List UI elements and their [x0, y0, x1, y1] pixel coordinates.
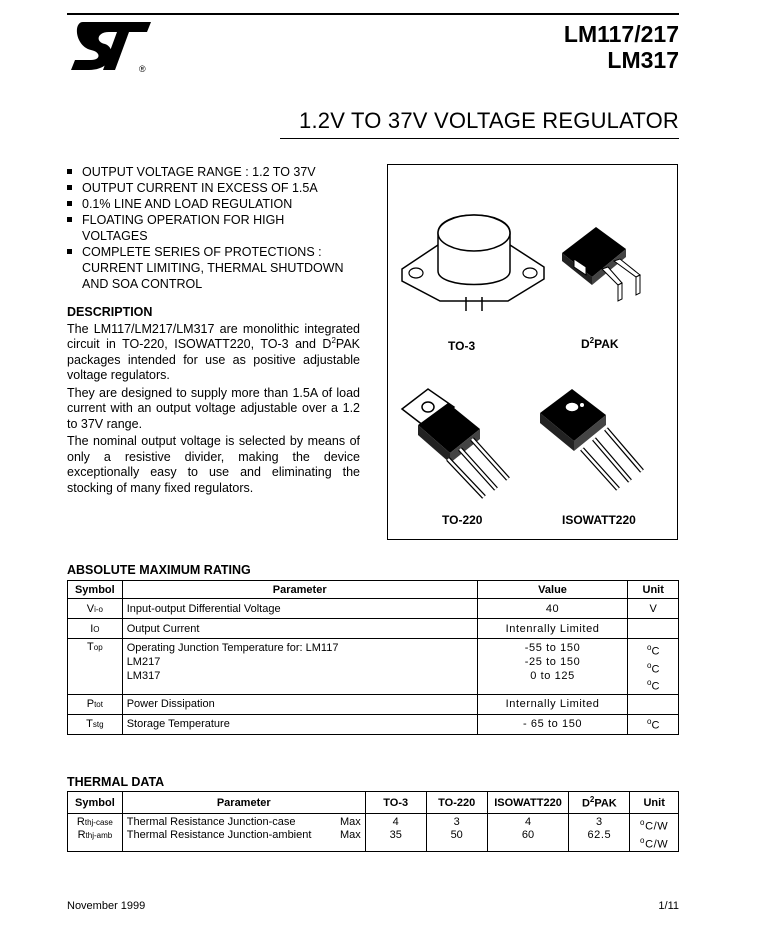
value-line: 0 to 125 — [530, 670, 575, 682]
symbol-sub: op — [93, 643, 103, 652]
isowatt-cell — [487, 814, 569, 852]
unit-line — [634, 834, 674, 852]
d2pak-package-icon — [556, 223, 656, 309]
to3-cell — [365, 814, 426, 852]
col-d2pak — [569, 792, 630, 814]
col-symbol: Symbol — [68, 581, 123, 599]
symbol-line — [72, 829, 118, 842]
bullet-icon — [67, 201, 72, 206]
col-to220: TO-220 — [426, 792, 487, 814]
col-isowatt: ISOWATT220 — [487, 792, 569, 814]
table-row — [68, 714, 679, 734]
value-cell: Intenrally Limited — [477, 619, 628, 639]
to220-label: TO-220 — [442, 513, 483, 527]
unit-cell — [628, 639, 679, 695]
unit-line — [632, 676, 674, 694]
isowatt220-package-icon — [538, 385, 658, 503]
description-paragraph-1 — [67, 322, 360, 384]
part-number-line1: LM117/217 — [563, 21, 679, 47]
col-unit: Unit — [630, 792, 679, 814]
unit-sup: o — [640, 835, 646, 845]
unit-sup: o — [646, 717, 652, 727]
value-line: 4 — [392, 816, 399, 828]
d2pak-d: D — [581, 797, 590, 810]
d2pak-rest: PAK — [594, 337, 619, 351]
symbol-cell — [68, 694, 123, 714]
table-row — [68, 619, 679, 639]
symbol-cell — [68, 814, 123, 852]
feature-text: 0.1% LINE AND LOAD REGULATION — [82, 197, 293, 211]
symbol-cell — [68, 619, 123, 639]
symbol: R — [76, 816, 85, 828]
symbol: T — [86, 718, 93, 731]
st-logo-icon — [69, 20, 153, 74]
max-text: Max — [339, 816, 361, 828]
table-header-row — [68, 792, 679, 814]
parameter-line: Operating Junction Temperature for: LM117 — [126, 642, 339, 654]
parameter-text: Thermal Resistance Junction-ambient — [126, 829, 312, 841]
unit-cell: V — [628, 599, 679, 619]
unit-line — [632, 641, 674, 659]
abs-max-table — [67, 580, 679, 735]
symbol-cell — [68, 714, 123, 734]
d2pak-label — [581, 337, 619, 351]
description-heading: DESCRIPTION — [67, 305, 153, 319]
table-row — [68, 814, 679, 852]
symbol-sub: O — [93, 624, 100, 634]
d2pak-d: D — [581, 337, 590, 351]
isowatt220-label: ISOWATT220 — [562, 513, 636, 527]
symbol-sub: thj-case — [84, 818, 113, 827]
bullet-icon — [67, 185, 72, 190]
value-line: 62.5 — [587, 829, 612, 841]
value-line: 35 — [389, 829, 402, 841]
feature-item — [67, 196, 367, 212]
parameter-line — [127, 829, 361, 842]
desc-text: The LM117/LM217/LM317 are monolithic integrated circuit in TO-220, ISOWATT220, TO-3 and D — [67, 321, 360, 351]
unit-sup: o — [640, 818, 646, 827]
value-cell: 40 — [477, 599, 628, 619]
symbol: R — [77, 829, 86, 841]
title-rule — [280, 138, 679, 139]
to220-cell — [426, 814, 487, 852]
feature-text: OUTPUT CURRENT IN EXCESS OF 1.5A — [82, 181, 318, 195]
symbol-sub: thj-amb — [85, 831, 113, 840]
symbol: P — [86, 698, 95, 711]
bullet-icon — [67, 249, 72, 254]
bullet-icon — [67, 217, 72, 222]
header-top-rule — [67, 13, 679, 15]
unit-text: C/W — [645, 820, 669, 833]
symbol: V — [86, 602, 95, 615]
thermal-title: THERMAL DATA — [67, 775, 165, 789]
description-paragraph-3: The nominal output voltage is selected by means of only a resistive divider, making the device exceptionally easy to use and eliminating the stocking of many fixed regulators. — [67, 434, 360, 495]
parameter-cell — [122, 814, 365, 852]
feature-item — [67, 212, 327, 244]
table-header-row — [68, 581, 679, 599]
parameter-cell: Power Dissipation — [122, 694, 477, 714]
col-parameter: Parameter — [122, 581, 477, 599]
symbol-sub: tot — [94, 700, 103, 710]
page-title: 1.2V TO 37V VOLTAGE REGULATOR — [299, 108, 679, 133]
symbol: I — [90, 622, 94, 635]
value-line: 3 — [595, 816, 603, 828]
value-line: 60 — [521, 829, 535, 841]
package-figure — [387, 164, 678, 540]
value-cell: - 65 to 150 — [477, 714, 628, 734]
col-symbol: Symbol — [68, 792, 123, 814]
parameter-cell: Output Current — [122, 619, 477, 639]
symbol-sub: stg — [92, 720, 104, 730]
symbol-sub: i-o — [94, 604, 103, 614]
unit-cell — [628, 694, 679, 714]
footer-date: November 1999 — [67, 900, 146, 912]
feature-item — [67, 180, 367, 196]
parameter-cell — [122, 639, 477, 695]
d2pak-cell — [569, 814, 630, 852]
unit-text: C — [651, 645, 660, 658]
parameter-line: LM217 — [126, 656, 161, 668]
value-cell — [477, 639, 628, 695]
col-to3: TO-3 — [365, 792, 426, 814]
unit-cell — [628, 714, 679, 734]
description-section — [67, 305, 360, 498]
unit-text: C — [651, 680, 660, 693]
col-parameter: Parameter — [122, 792, 365, 814]
desc-text: PAK packages intended for use as positive adjustable voltage regulators. — [67, 337, 360, 382]
col-unit: Unit — [628, 581, 679, 599]
feature-text: OUTPUT VOLTAGE RANGE : 1.2 TO 37V — [82, 165, 316, 179]
value-cell: Internally Limited — [477, 694, 628, 714]
parameter-line: LM317 — [126, 670, 161, 682]
d2pak-rest: PAK — [594, 797, 617, 810]
thermal-table — [67, 791, 679, 852]
value-line: -25 to 150 — [524, 656, 581, 668]
col-value: Value — [477, 581, 628, 599]
d2pak-sup: 2 — [589, 795, 595, 805]
to220-package-icon — [398, 385, 518, 503]
footer-page-number: 1/11 — [658, 900, 679, 912]
unit-cell — [630, 814, 679, 852]
parameter-text: Thermal Resistance Junction-case — [126, 816, 296, 828]
part-number-line2: LM317 — [607, 47, 679, 73]
feature-text: FLOATING OPERATION FOR HIGH VOLTAGES — [82, 213, 285, 243]
unit-sup: o — [646, 643, 652, 652]
value-line: 50 — [450, 829, 463, 841]
table-row — [68, 639, 679, 695]
unit-text: C — [651, 663, 660, 676]
feature-item — [67, 244, 357, 292]
feature-item — [67, 164, 367, 180]
registered-mark: ® — [139, 64, 146, 74]
value-line: 4 — [524, 816, 532, 828]
to3-package-icon — [398, 209, 548, 313]
unit-sup: o — [646, 678, 652, 688]
unit-sup: o — [646, 660, 652, 670]
parameter-cell: Input-output Differential Voltage — [122, 599, 477, 619]
symbol: T — [87, 641, 94, 653]
feature-text: COMPLETE SERIES OF PROTECTIONS : CURRENT LIMITING, THERMAL SHUTDOWN AND SOA CONTROL — [82, 245, 344, 291]
value-line: 3 — [453, 816, 460, 828]
table-row — [68, 599, 679, 619]
part-numbers — [564, 21, 679, 73]
symbol-cell — [68, 599, 123, 619]
symbol-line — [72, 816, 118, 829]
max-text: Max — [339, 829, 361, 841]
parameter-cell: Storage Temperature — [122, 714, 477, 734]
parameter-line — [127, 816, 361, 829]
unit-line — [632, 659, 674, 677]
value-line: -55 to 150 — [524, 642, 581, 654]
unit-text: C/W — [645, 838, 669, 851]
unit-text: C — [651, 719, 660, 732]
to3-label: TO-3 — [448, 339, 476, 353]
unit-line — [634, 816, 674, 834]
symbol-cell — [68, 639, 123, 695]
abs-max-title: ABSOLUTE MAXIMUM RATING — [67, 563, 251, 577]
unit-cell — [628, 619, 679, 639]
table-row — [68, 694, 679, 714]
feature-list — [67, 164, 367, 292]
bullet-icon — [67, 169, 72, 174]
desc-sup: 2 — [331, 335, 336, 345]
description-paragraph-2: They are designed to supply more than 1.5A of load current with an output voltage adjustable over a 1.2 to 37V range. — [67, 385, 360, 431]
d2pak-sup: 2 — [589, 336, 595, 345]
